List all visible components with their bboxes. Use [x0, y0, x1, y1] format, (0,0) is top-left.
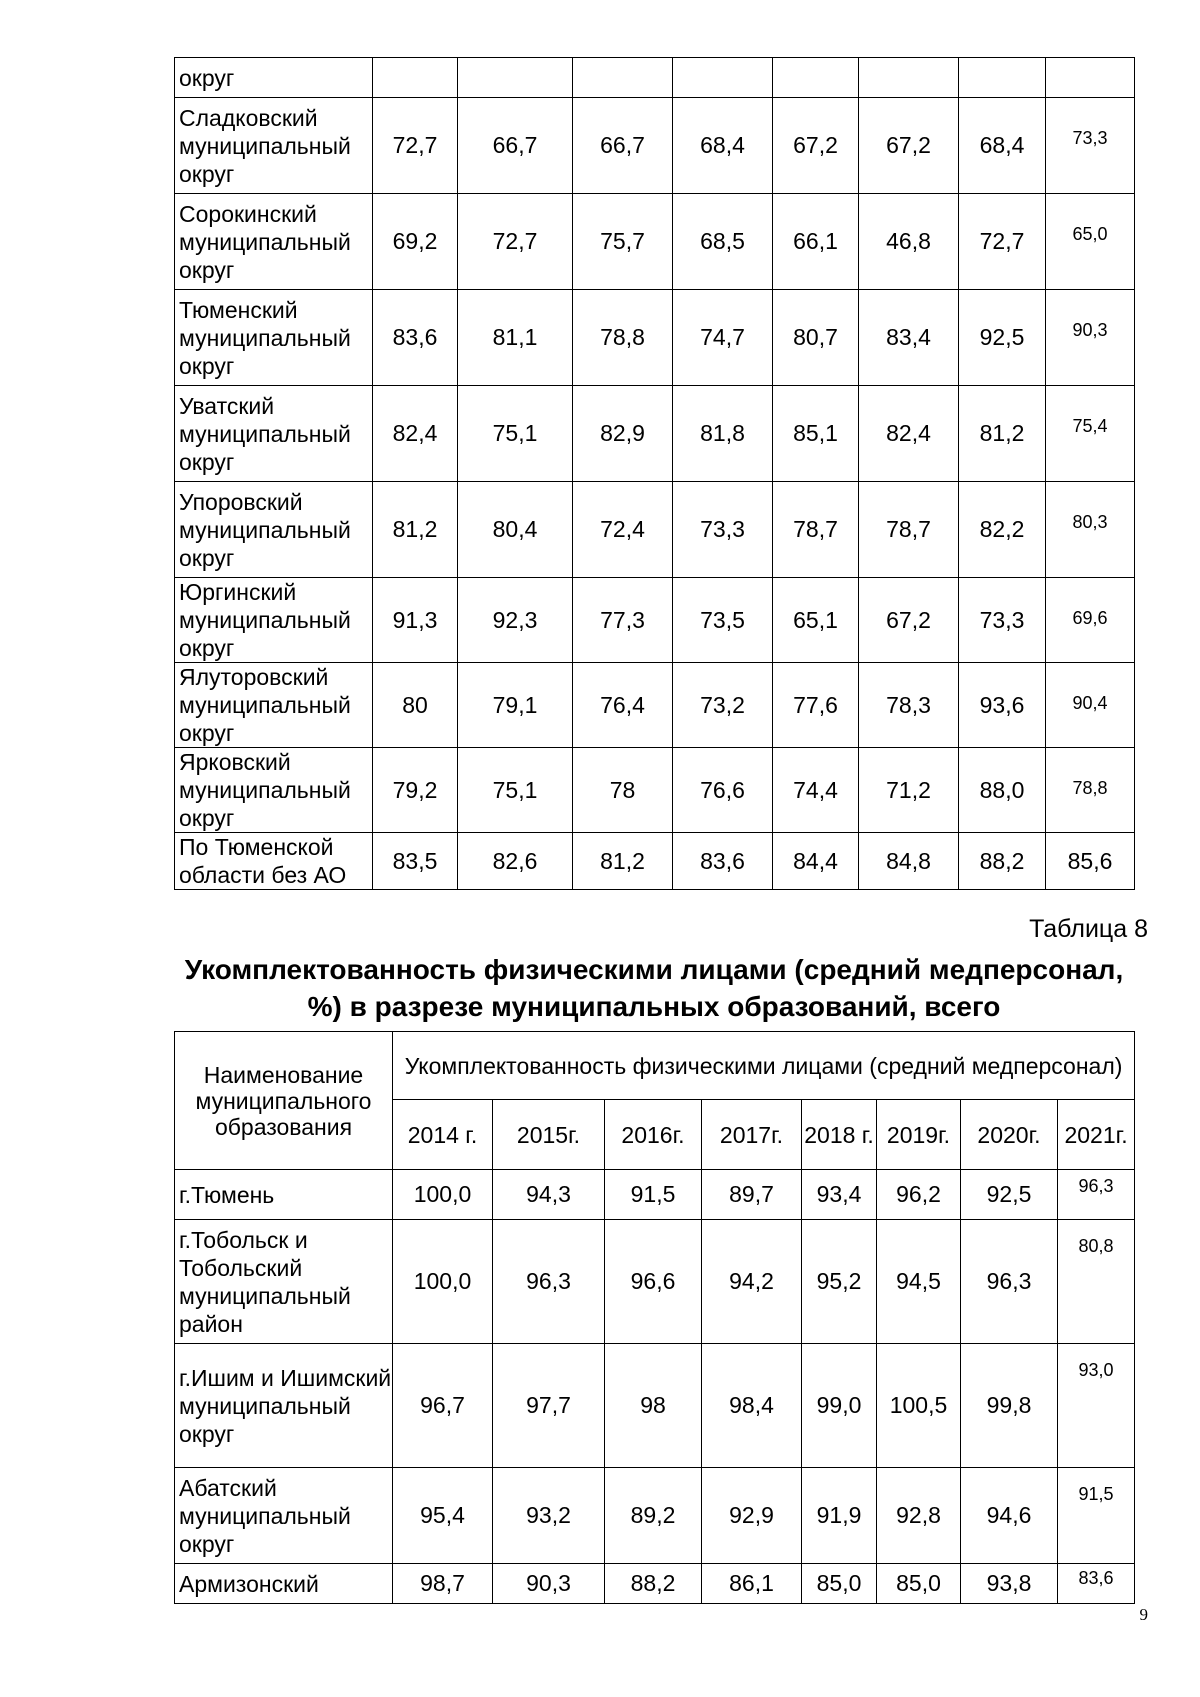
cell-value: 83,6 — [373, 290, 458, 386]
cell-value: 81,8 — [673, 386, 773, 482]
cell-value: 71,2 — [859, 748, 959, 833]
header-year: 2016г. — [605, 1100, 702, 1170]
table-row — [175, 98, 1135, 194]
cell-value: 73,3 — [959, 578, 1046, 663]
cell-value: 83,6 — [1058, 1564, 1135, 1604]
page-number: 9 — [1139, 1605, 1148, 1624]
header-year: 2015г. — [493, 1100, 605, 1170]
cell-value: 99,0 — [802, 1344, 877, 1468]
cell-value: 94,6 — [961, 1468, 1058, 1564]
cell-value: 68,5 — [673, 194, 773, 290]
cell-value: 67,2 — [859, 578, 959, 663]
table-row — [175, 58, 1135, 98]
cell-value — [1046, 58, 1135, 98]
row-name: г.Ишим и Ишимский муниципальный округ — [175, 1344, 393, 1468]
cell-value: 80,8 — [1058, 1220, 1135, 1344]
cell-value: 65,1 — [773, 578, 859, 663]
cell-value: 92,3 — [458, 578, 573, 663]
row-name: Ярковский муниципальный округ — [175, 748, 373, 833]
cell-value: 76,4 — [573, 663, 673, 748]
cell-value: 74,4 — [773, 748, 859, 833]
cell-value: 89,2 — [605, 1468, 702, 1564]
cell-value: 91,3 — [373, 578, 458, 663]
cell-value: 65,0 — [1046, 194, 1135, 290]
cell-value: 91,5 — [605, 1170, 702, 1220]
cell-value: 96,6 — [605, 1220, 702, 1344]
cell-value: 46,8 — [859, 194, 959, 290]
table-row — [175, 194, 1135, 290]
cell-value: 83,4 — [859, 290, 959, 386]
cell-value — [773, 58, 859, 98]
header-year: 2018 г. — [802, 1100, 877, 1170]
cell-value: 85,1 — [773, 386, 859, 482]
row-name: Ялуторовский муниципальный округ — [175, 663, 373, 748]
cell-value: 81,2 — [373, 482, 458, 578]
cell-value: 88,2 — [605, 1564, 702, 1604]
row-name: округ — [175, 58, 373, 98]
cell-value: 79,2 — [373, 748, 458, 833]
table-row — [175, 1170, 1135, 1220]
cell-value: 78,7 — [773, 482, 859, 578]
cell-value: 80 — [373, 663, 458, 748]
cell-value: 96,3 — [493, 1220, 605, 1344]
row-name: Упоровский муниципальный округ — [175, 482, 373, 578]
table-row — [175, 290, 1135, 386]
cell-value: 93,0 — [1058, 1344, 1135, 1468]
row-name: Сорокинский муниципальный округ — [175, 194, 373, 290]
row-name: Абатский муниципальный округ — [175, 1468, 393, 1564]
cell-value: 98,4 — [702, 1344, 802, 1468]
header-year: 2021г. — [1058, 1100, 1135, 1170]
table-row — [175, 1344, 1135, 1468]
row-name: Армизонский — [175, 1564, 393, 1604]
table-row — [175, 663, 1135, 748]
cell-value: 75,7 — [573, 194, 673, 290]
cell-value: 92,5 — [961, 1170, 1058, 1220]
cell-value: 78,7 — [859, 482, 959, 578]
cell-value: 100,0 — [393, 1170, 493, 1220]
cell-value: 75,4 — [1046, 386, 1135, 482]
cell-value: 78,3 — [859, 663, 959, 748]
row-name: По Тюменской области без АО — [175, 833, 373, 890]
cell-value: 73,3 — [1046, 98, 1135, 194]
row-name: г.Тюмень — [175, 1170, 393, 1220]
cell-value: 93,4 — [802, 1170, 877, 1220]
cell-value: 96,3 — [1058, 1170, 1135, 1220]
table-7-continuation — [174, 57, 1135, 890]
row-name: Тюменский муниципальный округ — [175, 290, 373, 386]
cell-value: 72,4 — [573, 482, 673, 578]
cell-value: 88,2 — [959, 833, 1046, 890]
header-group: Укомплектованность физическими лицами (средний медперсонал) — [393, 1032, 1135, 1100]
cell-value: 92,9 — [702, 1468, 802, 1564]
cell-value: 68,4 — [959, 98, 1046, 194]
cell-value: 90,3 — [493, 1564, 605, 1604]
row-name: Юргинский муниципальный округ — [175, 578, 373, 663]
cell-value: 78,8 — [1046, 748, 1135, 833]
cell-value: 83,5 — [373, 833, 458, 890]
cell-value: 73,5 — [673, 578, 773, 663]
cell-value: 66,1 — [773, 194, 859, 290]
cell-value: 82,2 — [959, 482, 1046, 578]
cell-value: 82,4 — [859, 386, 959, 482]
cell-value: 72,7 — [458, 194, 573, 290]
cell-value: 90,3 — [1046, 290, 1135, 386]
cell-value: 100,5 — [877, 1344, 961, 1468]
cell-value: 93,2 — [493, 1468, 605, 1564]
cell-value: 75,1 — [458, 748, 573, 833]
cell-value: 82,4 — [373, 386, 458, 482]
cell-value: 83,6 — [673, 833, 773, 890]
cell-value: 68,4 — [673, 98, 773, 194]
cell-value: 96,2 — [877, 1170, 961, 1220]
cell-value: 76,6 — [673, 748, 773, 833]
cell-value — [959, 58, 1046, 98]
cell-value: 91,5 — [1058, 1468, 1135, 1564]
cell-value: 86,1 — [702, 1564, 802, 1604]
cell-value: 94,3 — [493, 1170, 605, 1220]
table-row — [175, 482, 1135, 578]
cell-value: 80,3 — [1046, 482, 1135, 578]
cell-value: 77,6 — [773, 663, 859, 748]
cell-value: 91,9 — [802, 1468, 877, 1564]
cell-value: 84,4 — [773, 833, 859, 890]
cell-value: 66,7 — [458, 98, 573, 194]
cell-value: 85,6 — [1046, 833, 1135, 890]
header-name-col: Наименование муниципального образования — [175, 1032, 393, 1170]
cell-value: 72,7 — [373, 98, 458, 194]
cell-value — [573, 58, 673, 98]
cell-value: 69,6 — [1046, 578, 1135, 663]
cell-value: 93,8 — [961, 1564, 1058, 1604]
row-name: Сладковский муниципальный округ — [175, 98, 373, 194]
cell-value: 100,0 — [393, 1220, 493, 1344]
cell-value: 94,5 — [877, 1220, 961, 1344]
cell-value: 97,7 — [493, 1344, 605, 1468]
table-row — [175, 1468, 1135, 1564]
cell-value: 81,1 — [458, 290, 573, 386]
table-title: Укомплектованность физическими лицами (средний медперсонал, %) в разрезе муниципальных образований, всего — [184, 954, 1124, 1022]
cell-value: 82,9 — [573, 386, 673, 482]
table-row — [175, 833, 1135, 890]
cell-value: 94,2 — [702, 1220, 802, 1344]
cell-value: 81,2 — [573, 833, 673, 890]
table-row — [175, 1220, 1135, 1344]
cell-value: 67,2 — [859, 98, 959, 194]
row-name: г.Тобольск и Тобольский муниципальный район — [175, 1220, 393, 1344]
cell-value — [373, 58, 458, 98]
cell-value: 67,2 — [773, 98, 859, 194]
cell-value — [458, 58, 573, 98]
header-year: 2019г. — [877, 1100, 961, 1170]
cell-value: 95,4 — [393, 1468, 493, 1564]
header-year: 2020г. — [961, 1100, 1058, 1170]
cell-value: 80,4 — [458, 482, 573, 578]
header-year: 2014 г. — [393, 1100, 493, 1170]
cell-value: 78 — [573, 748, 673, 833]
cell-value: 66,7 — [573, 98, 673, 194]
cell-value: 79,1 — [458, 663, 573, 748]
cell-value: 99,8 — [961, 1344, 1058, 1468]
cell-value: 93,6 — [959, 663, 1046, 748]
cell-value: 80,7 — [773, 290, 859, 386]
cell-value: 89,7 — [702, 1170, 802, 1220]
cell-value: 88,0 — [959, 748, 1046, 833]
cell-value: 96,3 — [961, 1220, 1058, 1344]
cell-value: 98,7 — [393, 1564, 493, 1604]
table-row — [175, 748, 1135, 833]
cell-value: 85,0 — [802, 1564, 877, 1604]
table-row — [175, 578, 1135, 663]
cell-value: 78,8 — [573, 290, 673, 386]
row-name: Уватский муниципальный округ — [175, 386, 373, 482]
cell-value — [673, 58, 773, 98]
cell-value: 69,2 — [373, 194, 458, 290]
cell-value: 90,4 — [1046, 663, 1135, 748]
cell-value: 75,1 — [458, 386, 573, 482]
header-year: 2017г. — [702, 1100, 802, 1170]
cell-value: 96,7 — [393, 1344, 493, 1468]
cell-value — [859, 58, 959, 98]
table-row — [175, 1564, 1135, 1604]
cell-value: 73,2 — [673, 663, 773, 748]
cell-value: 95,2 — [802, 1220, 877, 1344]
cell-value: 72,7 — [959, 194, 1046, 290]
cell-value: 84,8 — [859, 833, 959, 890]
table-8 — [174, 1031, 1135, 1604]
cell-value: 85,0 — [877, 1564, 961, 1604]
table-row — [175, 386, 1135, 482]
cell-value: 92,8 — [877, 1468, 961, 1564]
cell-value: 74,7 — [673, 290, 773, 386]
table-label: Таблица 8 — [1029, 915, 1148, 943]
cell-value: 81,2 — [959, 386, 1046, 482]
cell-value: 73,3 — [673, 482, 773, 578]
cell-value: 92,5 — [959, 290, 1046, 386]
cell-value: 98 — [605, 1344, 702, 1468]
cell-value: 77,3 — [573, 578, 673, 663]
cell-value: 82,6 — [458, 833, 573, 890]
